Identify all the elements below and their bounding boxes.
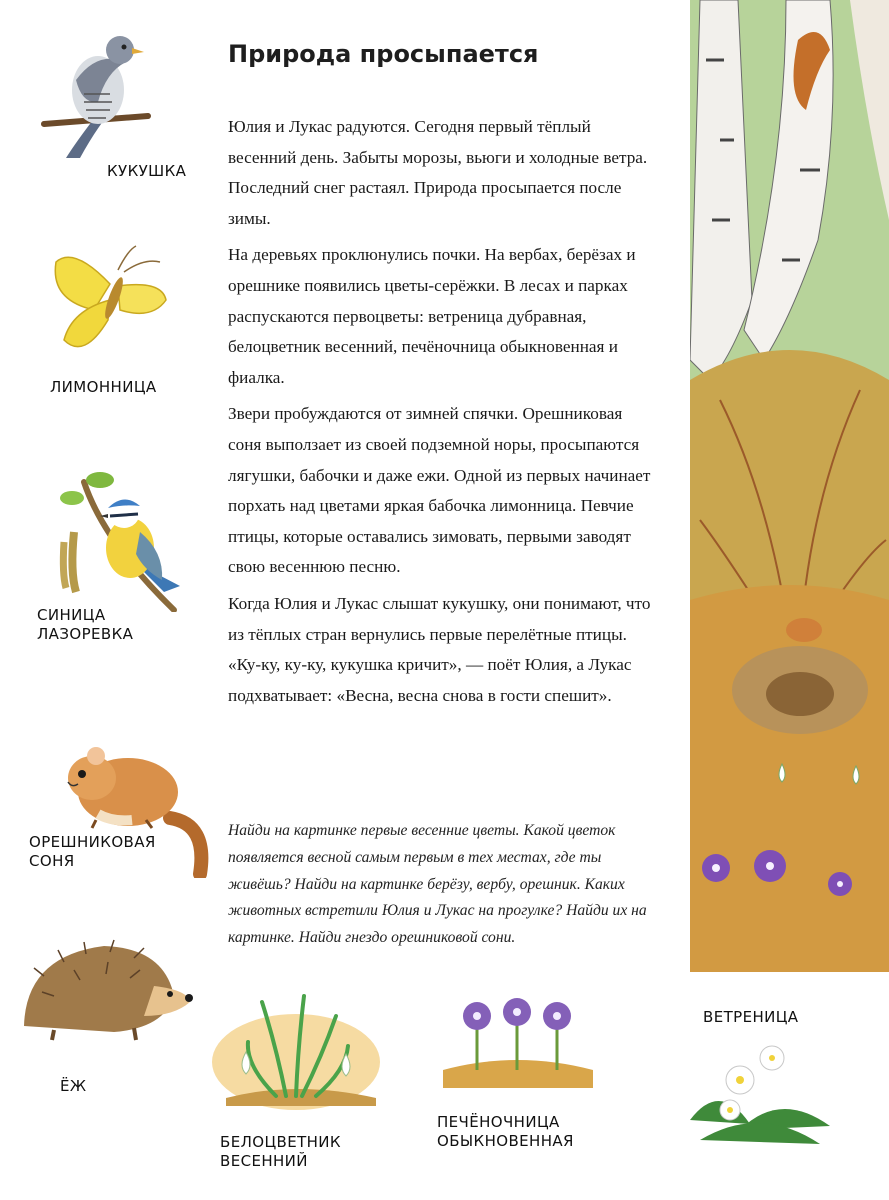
- paragraph: На деревьях проклюнулись почки. На вербах, берёзах и орешнике появились цветы-серёжки. В лесах и парках распускаются первоцветы: ветреница дубравная, белоцветник весенний, печёночница обыкновенная и фиалка.: [228, 245, 636, 387]
- label-snowdrop-line: БЕЛОЦВЕТНИК: [220, 1133, 341, 1151]
- label-dormouse: [29, 833, 156, 871]
- label-hepatica: [437, 1113, 574, 1151]
- label-dormouse-line: СОНЯ: [29, 852, 75, 870]
- label-snowdrop-line: ВЕСЕННИЙ: [220, 1152, 308, 1170]
- label-cuckoo: КУКУШКА: [107, 162, 187, 180]
- label-hedgehog: ЁЖ: [60, 1077, 87, 1095]
- label-blue-tit-line: СИНИЦА: [37, 606, 106, 624]
- forest-illustration: [690, 0, 889, 972]
- task-text: Найди на картинке первые весенние цветы. Какой цветок появляется весной самым первым в тех местах, где ты живёшь? Найди на картинке берёзу, вербу, орешник. Каких животных встретили Юлия и Лукас на прогулке? Найди их на картинке. Найди гнездо орешниковой сони.: [228, 822, 647, 947]
- hedgehog-illustration: [14, 936, 194, 1046]
- label-hepatica-line: ОБЫКНОВЕННАЯ: [437, 1132, 574, 1150]
- cuckoo-illustration: [36, 32, 156, 160]
- label-dormouse-line: ОРЕШНИКОВАЯ: [29, 833, 156, 851]
- label-blue-tit-line: ЛАЗОРЕВКА: [37, 625, 134, 643]
- hepatica-illustration: [437, 990, 597, 1090]
- anemone-illustration: [680, 1040, 840, 1160]
- story-text: [228, 112, 658, 717]
- label-hepatica-line: ПЕЧЁНОЧНИЦА: [437, 1113, 560, 1131]
- label-butterfly: ЛИМОННИЦА: [50, 378, 157, 396]
- label-snowdrop: [220, 1133, 341, 1171]
- paragraph: Когда Юлия и Лукас слышат кукушку, они понимают, что из тёплых стран вернулись первые перелётные птицы. «Ку-ку, ку-ку, кукушка кричит», — поёт Юлия, а Лукас подхватывает: «Весна, весна снова в гости спешит».: [228, 593, 651, 705]
- blue-tit-illustration: [44, 462, 184, 612]
- snowdrop-illustration: [206, 986, 386, 1116]
- label-blue-tit: [37, 606, 133, 644]
- paragraph: Юлия и Лукас радуются. Сегодня первый тёплый весенний день. Забыты морозы, вьюги и холодные ветра. Последний снег растаял. Природа просыпается после зимы.: [228, 117, 648, 228]
- paragraph: Звери пробуждаются от зимней спячки. Орешниковая соня выползает из своей подземной норы, просыпаются лягушки, бабочки и даже ежи. Одной из первых начинает порхать над цветами яркая бабочка лимонница. Певчие птицы, которые оставались зимовать, первыми заводят свою весеннюю песню.: [228, 404, 651, 577]
- page-title: Природа просыпается: [228, 40, 539, 68]
- butterfly-illustration: [44, 240, 174, 370]
- label-anemone: ВЕТРЕНИЦА: [703, 1008, 799, 1026]
